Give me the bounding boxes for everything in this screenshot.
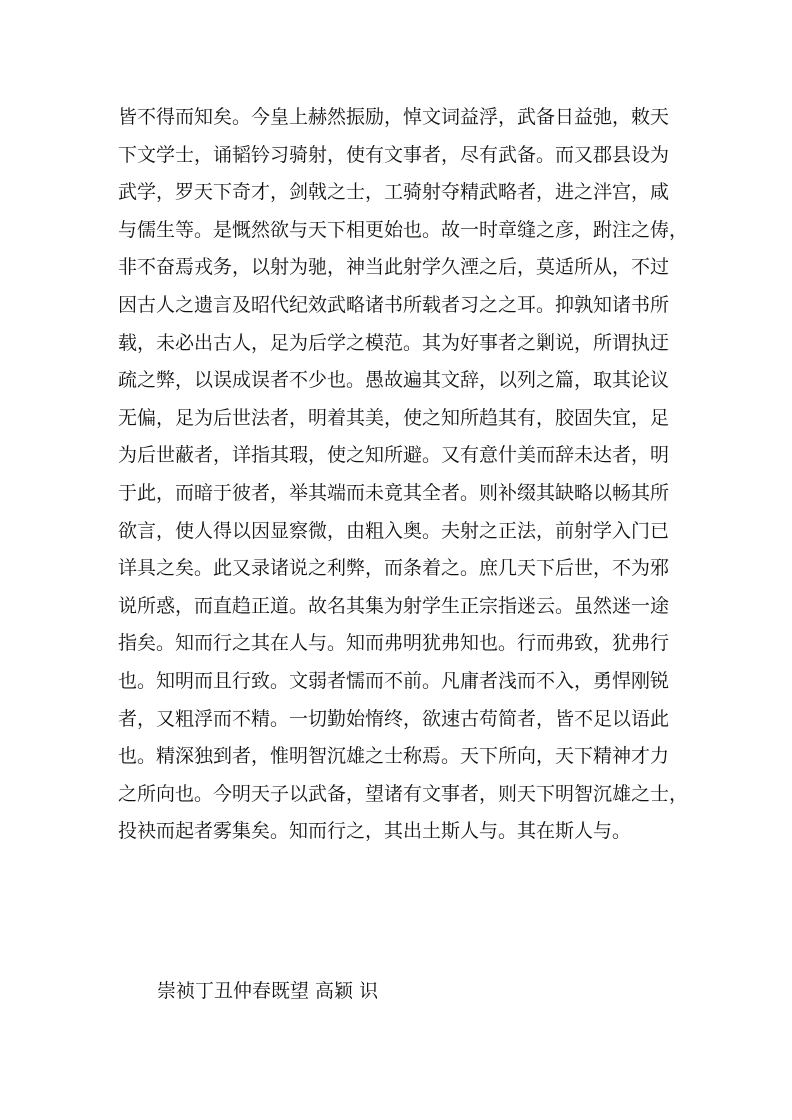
preface-text: [118, 99, 689, 851]
text-line-20: 投袂而起者雾集矣。知而行之，其出土斯人与。其在斯人与。: [118, 820, 632, 843]
text-line-13: 详具之矣。此又录诸说之利弊，而条着之。庶几天下后世，不为邪: [118, 557, 670, 580]
text-line-15: 指矣。知而行之其在人与。知而弗明犹弗知也。行而弗致，犹弗行: [118, 632, 670, 655]
signature-line: 崇祯丁丑仲春既望 高颖 识: [157, 980, 379, 1002]
text-line-1: 皆不得而知矣。今皇上赫然振励，悼文词益浮，武备日益弛，敕天: [118, 106, 670, 128]
text-line-11: 于此，而暗于彼者，举其端而未竟其全者。则补缀其缺略以畅其所: [118, 481, 670, 504]
text-line-6: 因古人之遗言及昭代纪效武略诸书所载者习之之耳。抑孰知诸书所: [118, 293, 670, 316]
text-line-4: 与儒生等。是慨然欲与天下相更始也。故一时章缝之彦，跗注之俦，: [118, 218, 689, 241]
text-line-14: 说所惑，而直趋正道。故名其集为射学生正宗指迷云。虽然迷一途: [118, 594, 670, 617]
text-line-19: 之所向也。今明天子以武备，望诸有文事者，则天下明智沉雄之士，: [118, 782, 689, 805]
text-line-10: 为后世蔽者，详指其瑕，使之知所避。又有意什美而辞未达者，明: [118, 444, 670, 467]
text-line-2: 下文学士，诵韬钤习骑射，使有文事者，尽有武备。而又郡县设为: [118, 143, 670, 166]
text-line-9: 无偏，足为后世法者，明着其美，使之知所趋其有，胶固失宜，足: [118, 406, 670, 429]
text-line-16: 也。知明而且行致。文弱者懦而不前。凡庸者浅而不入，勇悍刚锐: [118, 669, 670, 692]
text-line-8: 疏之弊，以误成误者不少也。愚故遍其文辞，以列之篇，取其论议: [118, 369, 670, 392]
text-line-17: 者，又粗浮而不精。一切勤始惰终，欲速古苟简者，皆不足以语此: [118, 707, 670, 730]
text-line-3: 武学，罗天下奇才，剑戟之士，工骑射夺精武略者，进之泮宫，咸: [118, 181, 670, 204]
text-line-7: 载，未必出古人，足为后学之模范。其为好事者之剿说，所谓执迂: [118, 331, 670, 354]
text-line-5: 非不奋焉戎务，以射为驰，神当此射学久湮之后，莫适所从，不过: [118, 256, 670, 279]
text-line-12: 欲言，使人得以因显察微，由粗入奥。夫射之正法，前射学入门已: [118, 519, 670, 542]
text-line-18: 也。精深独到者，惟明智沉雄之士称焉。天下所向，天下精神才力: [118, 745, 670, 768]
